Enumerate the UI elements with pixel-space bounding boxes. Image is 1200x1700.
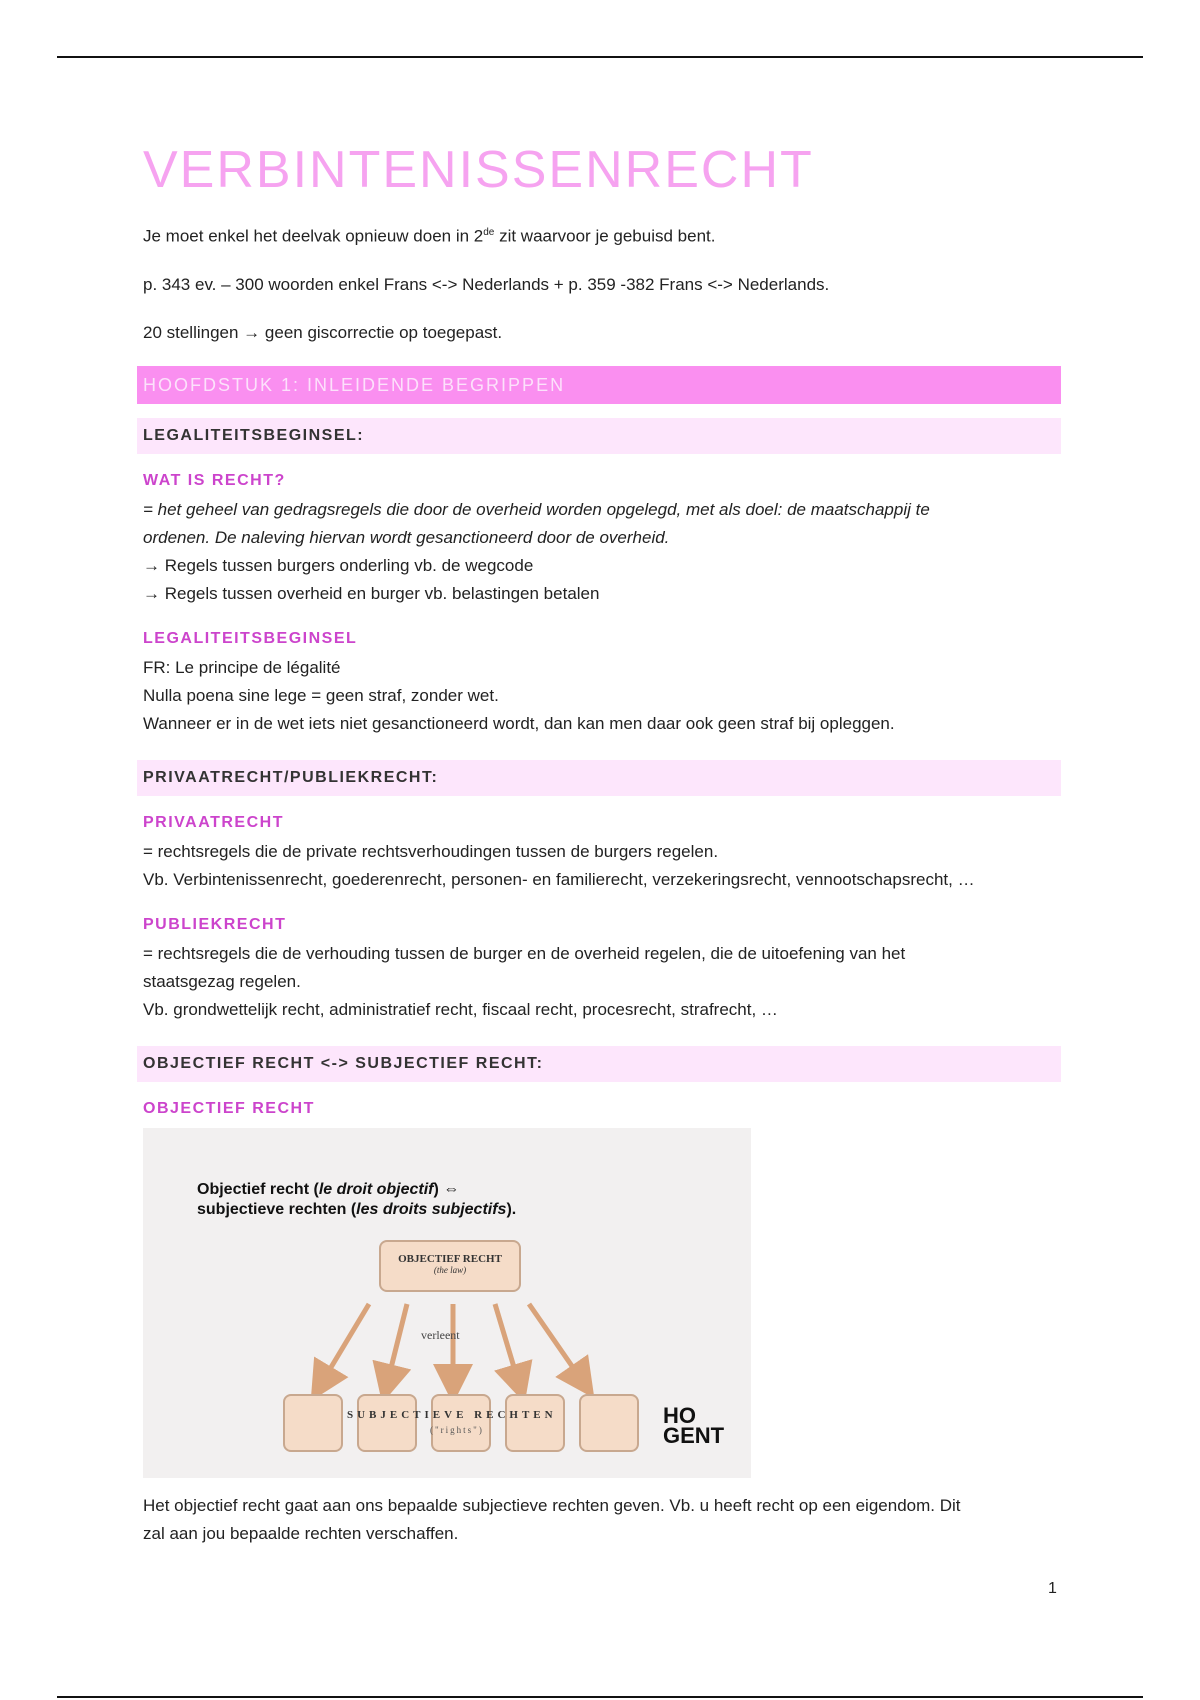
arrow-label: verleent xyxy=(421,1327,460,1342)
text-line: → Regels tussen burgers onderling vb. de wegcode xyxy=(143,555,534,575)
text-line: Vb. Verbintenissenrecht, goederenrecht, personen- en familierecht, verzekeringsrecht, vennootschapsrecht, … xyxy=(143,869,975,889)
text-line: = het geheel van gedragsregels die door de overheid worden opgelegd, met als doel: de maatschappij te xyxy=(143,499,930,519)
subheading-wat-is-recht: WAT IS RECHT? xyxy=(143,471,286,489)
text-line: → Regels tussen overheid en burger vb. belastingen betalen xyxy=(143,583,600,603)
text-line: = rechtsregels die de private rechtsverhoudingen tussen de burgers regelen. xyxy=(143,841,719,861)
subjectieve-rechten-label: SUBJECTIEVE RECHTEN xyxy=(347,1408,557,1421)
text-line: ordenen. De naleving hiervan wordt gesanctioneerd door de overheid. xyxy=(143,527,670,547)
intro-line-3: 20 stellingen → geen giscorrectie op toegepast. xyxy=(143,322,503,342)
subsection-legaliteitsbeginsel xyxy=(143,630,1063,738)
objectief-recht-diagram xyxy=(143,1128,751,1478)
subheading-legaliteitsbeginsel: LEGALITEITSBEGINSEL xyxy=(143,629,358,647)
subsection-wat-is-recht xyxy=(143,472,1063,608)
objectief-recht-box: OBJECTIEF RECHT (the law) xyxy=(379,1240,521,1292)
document-title: VERBINTENISSENRECHT xyxy=(143,141,814,199)
hogent-logo: HO GENT xyxy=(663,1402,725,1448)
arrow-4 xyxy=(495,1304,519,1384)
page-number: 1 xyxy=(1048,1580,1057,1597)
chapter-heading: HOOFDSTUK 1: INLEIDENDE BEGRIPPEN xyxy=(137,366,1061,404)
subjective-right-box xyxy=(505,1394,565,1452)
diagram-title: Objectief recht (le droit objectif) ⇔ subjectieve rechten (les droits subjectifs). xyxy=(197,1180,517,1218)
arrow-5 xyxy=(529,1304,583,1382)
intro-line-2: p. 343 ev. – 300 woorden enkel Frans <-> Nederlands + p. 359 -382 Frans <-> Nederlands. xyxy=(143,274,830,294)
subjective-right-box xyxy=(579,1394,639,1452)
text-line: Wanneer er in de wet iets niet gesanctioneerd wordt, dan kan men daar ook geen straf bij opleggen. xyxy=(143,713,895,733)
section-heading-legaliteit: LEGALITEITSBEGINSEL: xyxy=(137,418,1061,454)
subheading-objectief-recht: OBJECTIEF RECHT xyxy=(143,1099,315,1117)
subjective-right-box xyxy=(283,1394,343,1452)
text-line: staatsgezag regelen. xyxy=(143,971,301,991)
subheading-privaatrecht: PRIVAATRECHT xyxy=(143,813,284,831)
text-line: = rechtsregels die de verhouding tussen de burger en de overheid regelen, die de uitoefening van het xyxy=(143,943,906,963)
subsection-objectief-recht xyxy=(143,1100,1063,1548)
subsection-publiekrecht xyxy=(143,916,1063,1024)
text-line: Het objectief recht gaat aan ons bepaalde subjectieve rechten geven. Vb. u heeft recht op een eigendom. Dit xyxy=(143,1495,961,1515)
subsection-privaatrecht xyxy=(143,814,1063,894)
section-heading-privaat-publiek: PRIVAATRECHT/PUBLIEKRECHT: xyxy=(137,760,1061,796)
subheading-publiekrecht: PUBLIEKRECHT xyxy=(143,915,287,933)
subjective-right-box xyxy=(357,1394,417,1452)
section-heading-objectief-subjectief: OBJECTIEF RECHT <-> SUBJECTIEF RECHT: xyxy=(137,1046,1061,1082)
bottom-rule xyxy=(57,1696,1143,1698)
text-line: Nulla poena sine lege = geen straf, zonder wet. xyxy=(143,685,499,705)
arrow-2 xyxy=(387,1304,407,1384)
arrow-1 xyxy=(321,1304,369,1384)
text-line: Vb. grondwettelijk recht, administratief recht, fiscaal recht, procesrecht, strafrecht, … xyxy=(143,999,778,1019)
rights-label: ("rights") xyxy=(430,1424,484,1435)
subjective-right-box xyxy=(431,1394,491,1452)
text-line: FR: Le principe de légalité xyxy=(143,657,341,677)
page-content xyxy=(143,140,1063,1570)
top-rule xyxy=(57,56,1143,58)
text-line: zal aan jou bepaalde rechten verschaffen. xyxy=(143,1523,459,1543)
intro-line-1: Je moet enkel het deelvak opnieuw doen in 2de zit waarvoor je gebuisd bent. xyxy=(143,226,716,246)
